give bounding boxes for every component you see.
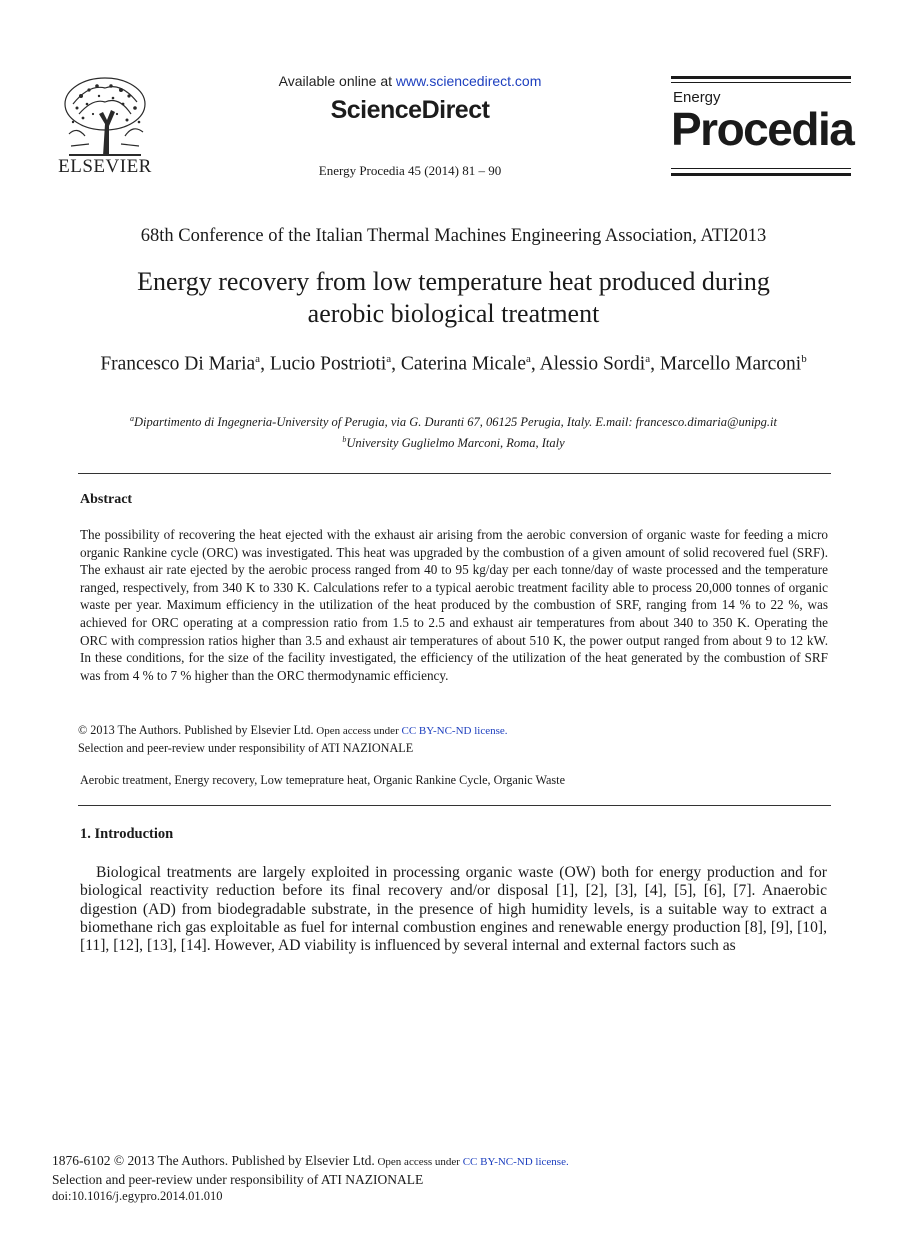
doi[interactable]: doi:10.1016/j.egypro.2014.01.010	[52, 1189, 223, 1203]
logo-rule-top	[671, 76, 851, 79]
author: Alessio Sordi	[539, 353, 646, 375]
title-line-1: Energy recovery from low temperature heat produced during	[137, 267, 770, 296]
author-affiliation-mark: a	[645, 353, 651, 365]
sciencedirect-link[interactable]: www.sciencedirect.com	[395, 73, 542, 89]
author: Marcello Marconi	[659, 353, 802, 375]
sciencedirect-logo: ScienceDirect	[330, 96, 490, 124]
affiliation-mark: b	[342, 435, 347, 445]
license-link[interactable]: CC BY-NC-ND license.	[401, 725, 508, 737]
affiliation-text: University Guglielmo Marconi, Roma, Italy	[346, 436, 565, 451]
divider	[78, 473, 831, 474]
keywords: Aerobic treatment, Energy recovery, Low temeprature heat, Organic Rankine Cycle, Organic Waste	[80, 773, 565, 787]
logo-rule-bottom-thin	[671, 168, 851, 169]
elsevier-wordmark: ELSEVIER	[58, 156, 152, 177]
footer-license-link[interactable]: CC BY-NC-ND license.	[462, 1156, 569, 1168]
peer-review-line: Selection and peer-review under responsibility of ATI NAZIONALE	[78, 741, 414, 755]
energy-procedia-logo	[671, 76, 854, 176]
logo-rule-bottom	[671, 173, 851, 176]
author-affiliation-mark: a	[386, 353, 392, 365]
author-affiliation-mark: b	[801, 353, 807, 365]
elsevier-tree-icon	[59, 74, 151, 156]
footer-copyright	[52, 1152, 812, 1171]
open-access-text: Open access under	[313, 725, 402, 737]
divider	[78, 805, 831, 806]
author-affiliation-mark: a	[526, 353, 531, 365]
author: Caterina Micale	[400, 353, 526, 375]
introduction-body: Biological treatments are largely exploited in processing organic waste (OW) both for energy production and for biological reactivity reduction before its final recovery and/or disposal [1], [2], [3], [4], [5], [6], [7]. Anaerobic digestion (AD) from biodegradable substrate, in the presence of high humidity levels, is a suitable way to extract a biomethane rich gas exploitable as fuel for internal combustion engines and renewable energy production [8], [9], [10], [11], [12], [13], [14]. However, AD viability is influenced by several internal and external factors such as	[80, 864, 827, 955]
logo-procedia-text: Procedia	[671, 103, 854, 155]
copyright-text: © 2013 The Authors. Published by Elsevier Ltd.	[78, 723, 314, 737]
title-line-2: aerobic biological treatment	[307, 299, 600, 328]
section-heading: 1. Introduction	[80, 826, 174, 842]
footer-copyright-text: 1876-6102 © 2013 The Authors. Published by Elsevier Ltd.	[52, 1153, 375, 1168]
logo-rule-top-thin	[671, 82, 851, 83]
author-affiliation-mark: a	[255, 353, 261, 365]
paper-title	[60, 266, 847, 330]
author-list: Francesco Di Maria$^a$, Lucio Postrioti$^a$, Caterina Micale$^a$, Alessio Sordi$^a$, Marcello Marconi$^b$	[100, 353, 807, 375]
affiliation-mark: a	[129, 414, 134, 423]
copyright-notice	[78, 722, 778, 757]
copyright-line	[78, 722, 778, 740]
available-online	[200, 73, 620, 89]
journal-citation: Energy Procedia 45 (2014) 81 – 90	[318, 163, 502, 178]
page-footer	[52, 1152, 812, 1205]
author: Lucio Postrioti	[269, 353, 387, 375]
elsevier-logo	[55, 74, 155, 178]
abstract-body: The possibility of recovering the heat ejected with the exhaust air arising from the aerobic conversion of organic waste for feeding a micro organic Rankine cycle (ORC) was investigated. This heat was upgraded by the combustion of a given amount of solid recovered fuel (SRF). The exhaust air rate ejected by the aerobic process ranged from 40 to 95 kg/day per each tonne/day of waste processed and the temperature ranged, respectively, from 340 K to 330 K. Calculations refer to a typical aerobic treatment facility able to process 20,000 tonnes of organic waste per year. Maximum efficiency in the utilization of the heat produced by the combustion of SRF, ranging from 14 % to 22 %, was achieved for ORC operating at a compression ratio from 1.5 to 2.5 and exhaust air temperatures from about 340 to 350 K. Operating the ORC with compression ratios higher than 3.5 and exhaust air temperatures of about 510 K, the power output ranged from about 9 to 12 kW. In these conditions, for the size of the facility investigated, the efficiency of the utilization of the heat generated by the combustion of SRF was from 4 % to 7 % higher than the ORC thermodynamic efficiency.	[80, 527, 828, 683]
footer-open-access-text: Open access under	[374, 1156, 463, 1168]
affiliations	[60, 410, 847, 452]
conference-name: 68th Conference of the Italian Thermal Machines Engineering Association, ATI2013	[140, 226, 767, 246]
affiliation-b	[60, 431, 847, 452]
affiliation-text: Dipartimento di Ingegneria-University of Perugia, via G. Duranti 67, 06125 Perugia, Italy. E.mail: francesco.dimaria@unipg.it	[133, 415, 778, 430]
footer-peer-review: Selection and peer-review under responsibility of ATI NAZIONALE	[52, 1172, 424, 1187]
author: Francesco Di Maria	[100, 353, 256, 375]
available-prefix: Available online at	[278, 73, 396, 89]
affiliation-a	[60, 410, 847, 431]
abstract-heading: Abstract	[80, 492, 133, 507]
logo-energy-text: Energy	[673, 89, 721, 106]
